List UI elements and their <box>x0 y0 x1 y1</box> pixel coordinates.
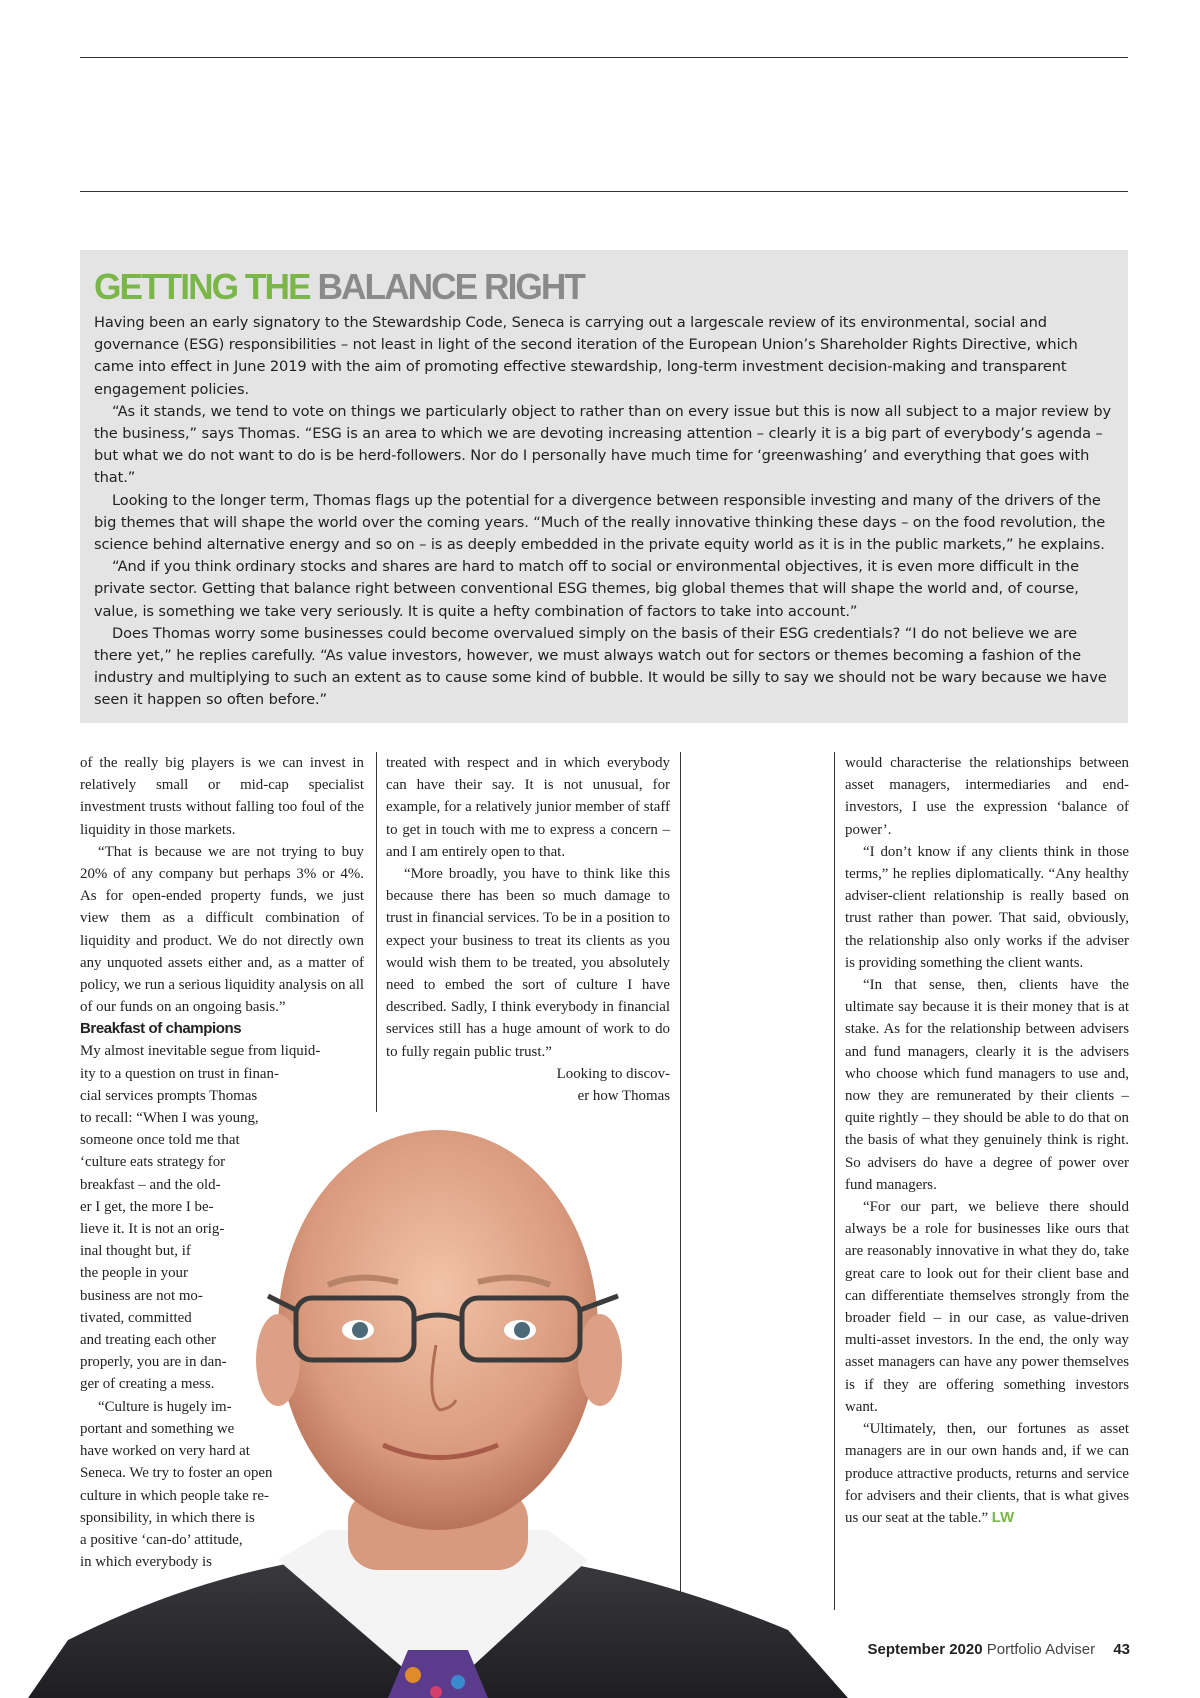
magazine-name: Portfolio Adviser <box>986 1641 1096 1658</box>
text-line: business are not mo- <box>80 1287 203 1304</box>
text-line: properly, you are in dan- <box>80 1354 227 1371</box>
sidebar-paragraph: Does Thomas worry some businesses could become overvalued simply on the basis of their ESG credentials? “I do not believe we are there yet,” he replies carefully. “As value investors, however, we must always watch out for sectors or themes becoming a fashion of the industry and multiplying to such an extent as to cause some kind of bubble. It would be silly to say we should not be wary because we have seen it happen so often before.” <box>94 624 1107 709</box>
sidebar-paragraph: “As it stands, we tend to vote on things we particularly object to rather than on every issue but this is now all subject to a major review by the business,” says Thomas. “ESG is an area to which we are devoting increasing attention – clearly it is a big part of everybody’s agenda – but what we do not want to do is be herd-followers. Nor do I personally have much time for ‘greenwashing’ and everything that goes with that.” <box>94 402 1112 487</box>
sidebar-paragraph: Looking to the longer term, Thomas flags up the potential for a divergence between responsible investing and many of the drivers of the big themes that will shape the world over the coming years. “Much of the really innovative thinking these days – on the food revolution, the science behind alternative energy and so on – is as deeply embedded in the private equity world as it is in the public markets,” he explains. <box>94 491 1106 554</box>
body-paragraph: of the really big players is we can invest in relatively small or mid-cap specialist investment trusts without falling too foul of the liquidity in those markets. <box>80 755 364 838</box>
sidebar-box <box>80 250 1128 723</box>
page-number: 43 <box>1113 1641 1130 1658</box>
text-line: and treating each other <box>80 1332 217 1349</box>
text-line: ‘culture eats strategy for <box>80 1154 226 1171</box>
text-line: lieve it. It is not an orig- <box>80 1221 225 1238</box>
text-line: a positive ‘can-do’ attitude, <box>80 1531 243 1548</box>
body-paragraph: would characterise the relationships between asset managers, intermediaries and end-investors, I use the expression ‘balance of power’. <box>845 755 1129 838</box>
article-column-3 <box>845 752 1129 1529</box>
text-line: My almost inevitable segue from liquid- <box>80 1043 321 1060</box>
text-line: cial services prompts Thomas <box>80 1087 258 1104</box>
text-line: tivated, committed <box>80 1309 192 1326</box>
text-line: “Culture is hugely im- <box>98 1398 232 1415</box>
text-line: inal thought but, if <box>80 1243 191 1260</box>
body-paragraph-final <box>845 1418 1129 1529</box>
body-paragraph: “More broadly, you have to think like this because there has been so much damage to trust in financial services. To be in a position to expect your business to treat its clients as you would wish them to be treated, you absolutely need to embed the sort of culture I have described. Sadly, I think everybody in financial services still has a huge amount of work to do to fully regain public trust.” <box>386 866 670 1060</box>
issue-date: September 2020 <box>867 1641 983 1658</box>
author-initials: LW <box>991 1509 1015 1526</box>
body-paragraph-short <box>386 1063 670 1107</box>
text-line: ger of creating a mess. <box>80 1376 215 1393</box>
sidebar-paragraph: Having been an early signatory to the Stewardship Code, Seneca is carrying out a largescale review of its environmental, social and governance (ESG) responsibilities – not least in light of the second iteration of the European Union’s Shareholder Rights Directive, which came into effect in June 2019 with the aim of promoting effective stewardship, long-term investment decision-making and transparent engagement policies. <box>94 314 1078 398</box>
body-paragraph: “I don’t know if any clients think in those terms,” he replies diplomatically. “Any healthy adviser-client relationship is really based on trust rather than power. That said, obviously, the relationship also only works if the adviser is providing something the client wants. <box>845 843 1129 971</box>
body-paragraph: treated with respect and in which everybody can have their say. It is not unusual, for example, for a relatively junior member of staff to get in touch with me to express a concern – and I am entirely open to that. <box>386 755 670 860</box>
text-line: ity to a question on trust in finan- <box>80 1065 279 1082</box>
text-line: er I get, the more I be- <box>80 1198 214 1215</box>
title-green-part: GETTING THE <box>94 266 310 307</box>
text-line: er how Thomas <box>577 1088 670 1105</box>
text-line: the people in your <box>80 1265 188 1282</box>
second-rule <box>80 191 1128 192</box>
body-paragraph: “For our part, we believe there should always be a role for businesses like ours that are reasonably innovative in what they do, take great care to look out for their client base and can differentiate themselves strongly from the broader field – in our case, as value-driven multi-asset investors. In the end, the only way asset managers can have any power themselves is if they are offering something investors want. <box>845 1199 1129 1415</box>
text-line: in which everybody is <box>80 1554 212 1571</box>
text-line: breakfast – and the old- <box>80 1176 221 1193</box>
page-footer <box>868 1641 1131 1658</box>
text-line: to recall: “When I was young, <box>80 1110 259 1127</box>
subheading: Breakfast of champions <box>80 1020 242 1038</box>
column-divider-1 <box>376 752 377 1112</box>
text-line: sponsibility, in which there is <box>80 1509 255 1526</box>
final-text: “Ultimately, then, our fortunes as asset managers are in our own hands and, if we can produce attractive products, returns and service for advisers and their clients, that is what gives us our seat at the table.” <box>845 1421 1129 1526</box>
text-line: someone once told me that <box>80 1132 240 1149</box>
article-column-2 <box>386 752 670 1107</box>
text-line: portant and something we <box>80 1420 235 1437</box>
body-paragraph: “That is because we are not trying to buy 20% of any company but perhaps 3% or 4%. As for open-ended property funds, we just view them as a difficult combination of liquidity and product. We do not directly own any unquoted assets either and, as a matter of policy, we run a serious liquidity analysis on all of our funds on an ongoing basis.” <box>80 843 364 1016</box>
sidebar-title <box>94 266 1094 308</box>
text-line: Seneca. We try to foster an open <box>80 1465 273 1482</box>
text-line: culture in which people take re- <box>80 1487 269 1504</box>
title-grey-part: BALANCE RIGHT <box>317 266 584 307</box>
body-paragraph: “In that sense, then, clients have the ultimate say because it is their money that is at stake. As for the relationship between advisers and fund managers, clearly it is the advisers who choose which fund managers to use and, now they are remunerated by their clients – quite rightly – they should be able to do that on the basis of what they genuinely think is right. So advisers do have a degree of power over fund managers. <box>845 977 1129 1193</box>
text-line: have worked on very hard at <box>80 1443 250 1460</box>
text-line: Looking to discov- <box>556 1065 670 1082</box>
sidebar-paragraph: “And if you think ordinary stocks and shares are hard to match off to social or environmental objectives, it is even more difficult in the private sector. Getting that balance right between conventional ESG themes, big global themes that will shape the world and, of course, value, is something we take very seriously. It is quite a hefty combination of factors to take into account.” <box>94 558 1079 620</box>
portrait-photo <box>28 1110 848 1698</box>
top-rule <box>80 57 1128 58</box>
